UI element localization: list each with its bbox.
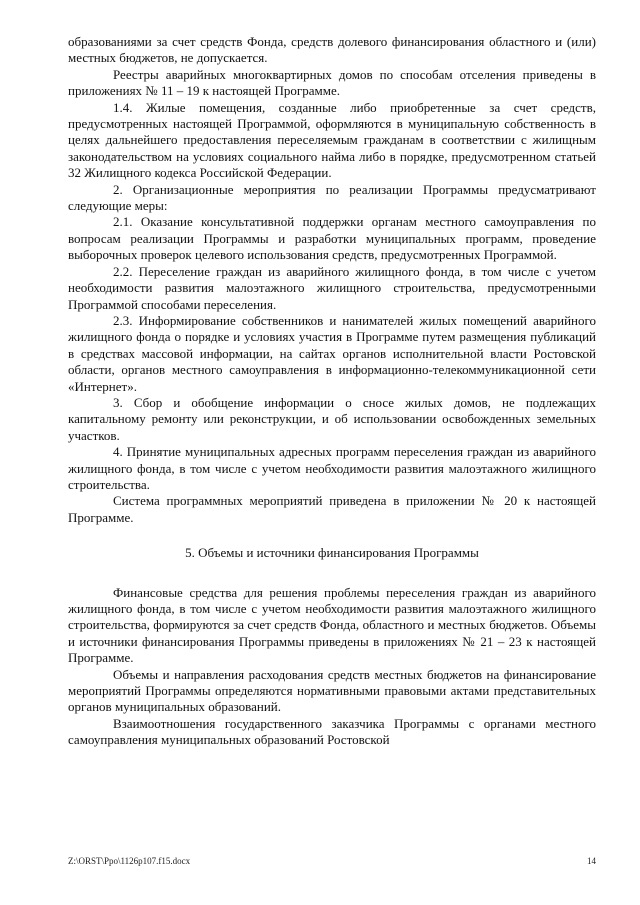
paragraph: 2.1. Оказание консультативной поддержки органам местного самоуправления по вопросам реализации Программы и разработки муниципальных программ, проведение выборочных проверок целевого использования средств, предусмотренных Программой. (68, 214, 596, 263)
section-heading: 5. Объемы и источники финансирования Программы (185, 545, 479, 561)
paragraphs-before-section (68, 34, 596, 526)
paragraph: Финансовые средства для решения проблемы переселения граждан из аварийного жилищного фонда, в том числе с учетом необходимости развития малоэтажного жилищного строительства, формируются за счет средств Фонда, областного и местных бюджетов. Объемы и источники финансирования Программы приведены в приложениях № 21 – 23 к настоящей Программе. (68, 584, 596, 666)
paragraph: образованиями за счет средств Фонда, средств долевого финансирования областного и (или) местных бюджетов, не допускается. (68, 34, 596, 66)
paragraph: Объемы и направления расходования средств местных бюджетов на финансирование мероприятий Программы определяются нормативными правовыми актами представительных органов муниципальных образований. (68, 666, 596, 715)
document-body (68, 34, 596, 749)
paragraph: 3. Сбор и обобщение информации о сносе жилых домов, не подлежащих капитальному ремонту или реконструкции, и об использовании освобожденных земельных участков. (68, 394, 596, 443)
paragraph: 2.2. Переселение граждан из аварийного жилищного фонда, в том числе с учетом необходимости развития малоэтажного жилищного строительства, предусмотренными Программой способами переселения. (68, 263, 596, 312)
paragraphs-after-section (68, 585, 596, 749)
footer-file-path: Z:\ORST\Ppo\1126p107.f15.docx (68, 856, 191, 866)
paragraph: Взаимоотношения государственного заказчика Программы с органами местного самоуправления муниципальных образований Ростовской (68, 715, 596, 748)
paragraph: 2. Организационные мероприятия по реализации Программы предусматривают следующие меры: (68, 181, 596, 214)
paragraph: Система программных мероприятий приведена в приложении № 20 к настоящей Программе. (68, 493, 596, 525)
paragraph: 2.3. Информирование собственников и нанимателей жилых помещений аварийного жилищного фонда о порядке и условиях участия в Программе путем размещения публикаций в средствах массовой информации, на сайтах органов исполнительной власти Ростовской области, органов местного самоуправления в информационно-телекоммуникационной сети «Интернет». (68, 312, 596, 394)
paragraph: 4. Принятие муниципальных адресных программ переселения граждан из аварийного жилищного фонда, в том числе с учетом необходимости развития малоэтажного жилищного строительства. (68, 444, 596, 492)
paragraph: 1.4. Жилые помещения, созданные либо приобретенные за счет средств, предусмотренных настоящей Программой, оформляются в муниципальную собственность в целях дальнейшего предоставления переселяемым гражданам в соответствии с жилищным законодательством на условиях социального найма либо в порядке, предусмотренном статьей 32 Жилищного кодекса Российской Федерации. (68, 99, 596, 181)
footer-page-number: 14 (587, 856, 596, 866)
paragraph: Реестры аварийных многоквартирных домов по способам отселения приведены в приложениях № 11 – 19 к настоящей Программе. (68, 66, 596, 99)
